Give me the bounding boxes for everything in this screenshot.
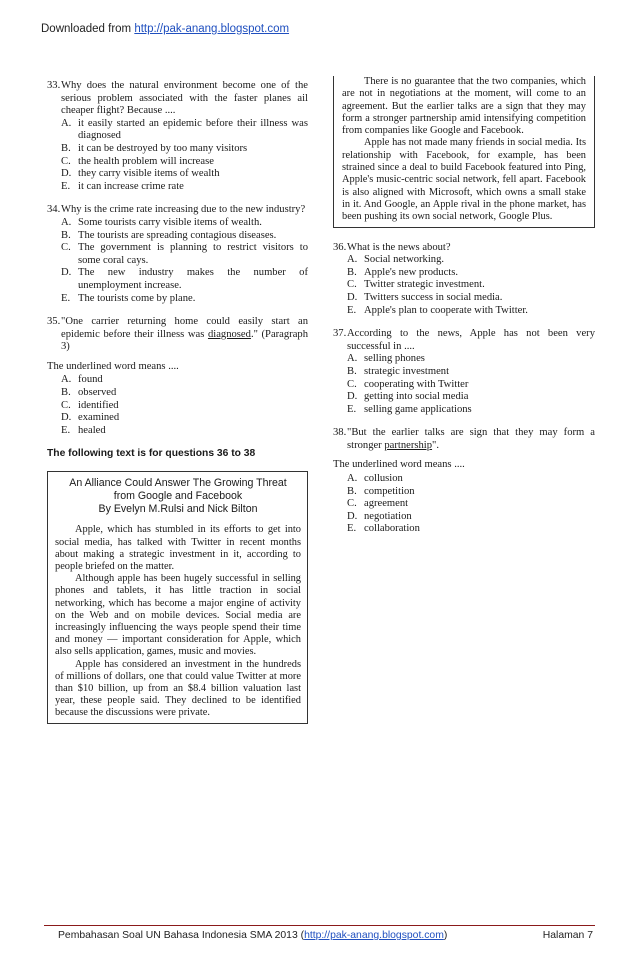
option-letter: E. (347, 304, 357, 316)
article-paragraph: Apple has not made many friends in social media. Its relationship with Facebook, for example, has been strained since a deal to build Facebook featured into Ping, Apple's music-centric social network, fell apart. Facebook is also aligned with Microsoft, which owns a small stake in it. And Google, an Apple rival in the phone market, has been pushing its own social network, Google Plus. (342, 137, 586, 223)
option-letter: A. (347, 254, 358, 266)
option-text: selling phones (364, 353, 425, 365)
answer-option (47, 156, 308, 169)
answer-option (47, 217, 308, 230)
option-text: cooperating with Twitter (364, 378, 469, 390)
option-letter: C. (61, 242, 71, 254)
option-text: Some tourists carry visible items of wealth. (78, 216, 262, 228)
answer-option (47, 387, 308, 400)
answer-option (333, 292, 595, 305)
answer-option (333, 379, 595, 392)
question-stem: Why does the natural environment become one of the serious problem associated with the faster planes ail cheaper flight? Because .... (61, 80, 308, 117)
option-text: strategic investment (364, 365, 450, 377)
option-text: the health problem will increase (78, 155, 214, 167)
option-letter: D. (61, 267, 72, 279)
question-number: 37. (333, 328, 347, 340)
question-stem: "One carrier returning home could easily start an epidemic before their illness was diagnosed." (Paragraph 3) (61, 316, 309, 353)
answer-option (47, 425, 308, 438)
option-text: it can be destroyed by too many visitors (78, 142, 248, 154)
download-header (41, 23, 289, 35)
answer-options (47, 217, 308, 305)
option-letter: A. (347, 353, 358, 365)
question-stem: According to the news, Apple has not been very successful in .... (347, 328, 595, 352)
question-number: 36. (333, 241, 347, 253)
answer-option (333, 511, 595, 524)
question-prompt: The underlined word means .... (47, 360, 179, 372)
option-text: it can increase crime rate (78, 180, 184, 192)
option-letter: A. (61, 216, 72, 228)
answer-options (47, 118, 308, 194)
header-link[interactable]: http://pak-anang.blogspot.com (134, 23, 290, 35)
option-letter: B. (61, 387, 71, 399)
option-text: The government is planning to restrict visitors to some coral cays. (78, 242, 308, 266)
question-35 (47, 316, 308, 437)
question-item (333, 242, 595, 318)
option-letter: E. (347, 523, 357, 535)
option-text: found (78, 374, 103, 386)
option-text: selling game applications (364, 403, 472, 415)
answer-option (47, 118, 308, 143)
option-letter: C. (347, 378, 357, 390)
answer-option (333, 353, 595, 366)
footer-divider (44, 925, 595, 926)
article-paragraph: Apple has considered an investment in the hundreds of millions of dollars, one that could value Twitter at more than $10 billion, up from an $8.4 billion valuation last year, these people said. They declined to be identified because the discussions were private. (55, 658, 301, 719)
answer-option (333, 486, 595, 499)
option-text: The tourists come by plane. (78, 292, 196, 304)
option-letter: B. (347, 365, 357, 377)
answer-option (333, 366, 595, 379)
option-text: they carry visible items of wealth (78, 168, 220, 180)
footer-link[interactable]: http://pak-anang.blogspot.com (304, 930, 444, 941)
answer-option (47, 412, 308, 425)
question-number: 33. (47, 80, 61, 91)
option-text: collaboration (364, 523, 420, 535)
question-item (47, 80, 308, 193)
option-letter: B. (347, 485, 357, 497)
option-letter: D. (61, 168, 72, 180)
question-number: 34. (47, 204, 61, 216)
answer-option (47, 168, 308, 181)
answer-option (333, 254, 595, 267)
option-letter: E. (347, 403, 357, 415)
answer-option (333, 267, 595, 280)
answer-option (333, 391, 595, 404)
left-questions (47, 80, 308, 305)
answer-option (333, 498, 595, 511)
option-letter: B. (61, 142, 71, 154)
page-footer (58, 930, 593, 941)
option-text: negotiation (364, 510, 412, 522)
answer-options (333, 353, 595, 416)
option-letter: D. (61, 412, 72, 424)
answer-options (47, 374, 308, 437)
option-text: Apple's plan to cooperate with Twitter. (364, 304, 528, 316)
answer-option (47, 374, 308, 387)
question-item (333, 328, 595, 416)
article-paragraph: Although apple has been hugely successful in selling phones and tablets, it has little traction in social networking, which has become a major engine of activity on the Web and on mobile devices. Social media are increasingly influencing the ways people spend their time and money — important consideration for Apple, which also sells application, games, music and movies. (55, 573, 301, 658)
page-number: Halaman 7 (542, 930, 593, 941)
option-text: it easily started an epidemic before their illness was diagnosed (78, 117, 308, 142)
answer-option (47, 400, 308, 413)
option-letter: E. (61, 292, 71, 304)
answer-option (333, 404, 595, 417)
question-prompt: The underlined word means .... (333, 459, 465, 471)
option-text: examined (78, 412, 120, 424)
option-letter: C. (347, 498, 357, 510)
option-letter: D. (347, 391, 358, 403)
option-text: identified (78, 399, 119, 411)
option-text: Social networking. (364, 254, 445, 266)
answer-option (47, 181, 308, 194)
option-text: Twitters success in social media. (364, 291, 503, 303)
option-letter: E. (61, 424, 71, 436)
article-title: An Alliance Could Answer The Growing Threat from Google and Facebook By Evelyn M.Rulsi and Nick Bilton (55, 477, 301, 515)
option-letter: C. (61, 399, 71, 411)
option-text: getting into social media (364, 391, 469, 403)
option-letter: B. (61, 229, 71, 241)
article-byline: By Evelyn M.Rulsi and Nick Bilton (98, 502, 258, 515)
question-stem: What is the news about? (347, 241, 451, 253)
left-column (47, 80, 308, 724)
section-heading: The following text is for questions 36 to 38 (47, 448, 256, 460)
question-38 (333, 427, 595, 536)
option-letter: A. (61, 117, 72, 129)
question-stem-row (47, 80, 308, 118)
option-letter: E. (61, 180, 71, 192)
option-text: observed (78, 387, 117, 399)
answer-option (47, 293, 308, 306)
option-letter: A. (347, 473, 358, 485)
option-letter: C. (61, 155, 71, 167)
header-prefix: Downloaded from (41, 23, 135, 35)
answer-option (47, 143, 308, 156)
option-text: agreement (364, 498, 409, 510)
answer-options (333, 473, 595, 536)
question-stem-row (47, 204, 308, 217)
answer-option (333, 473, 595, 486)
option-letter: D. (347, 510, 358, 522)
answer-option (47, 230, 308, 243)
footer-title: Pembahasan Soal UN Bahasa Indonesia SMA 2013 (http://pak-anang.blogspot.com) (58, 930, 448, 941)
answer-option (333, 523, 595, 536)
article-body (55, 524, 301, 719)
answer-options (333, 254, 595, 317)
option-text: Apple's new products. (364, 266, 458, 278)
option-letter: C. (347, 279, 357, 291)
option-letter: D. (347, 291, 358, 303)
option-text: competition (364, 485, 415, 497)
article-paragraph: There is no guarantee that the two companies, which are not in negotiations at the moment, will come to an agreement. But the earlier talks are a sign that they may form a stronger partnership amid intensifying competition from companies like Google and Facebook. (342, 76, 586, 137)
underlined-word: diagnosed (207, 328, 251, 340)
article-paragraph: Apple, which has stumbled in its efforts to get into social media, has talked with Twitter in recent months about making a strategic investment in it, according to people briefed on the matter. (55, 524, 301, 573)
option-text: healed (78, 424, 106, 436)
question-number: 38. (333, 427, 347, 439)
question-number: 35. (47, 316, 61, 328)
answer-option (47, 267, 308, 292)
option-text: Twitter strategic investment. (364, 279, 485, 291)
question-stem: Why is the crime rate increasing due to the new industry? (61, 204, 306, 216)
right-questions (333, 242, 595, 417)
option-text: collusion (364, 473, 403, 485)
answer-option (333, 305, 595, 318)
question-stem-row (333, 328, 595, 353)
right-column (333, 76, 595, 547)
article-box (47, 471, 308, 724)
underlined-word: partnership (384, 439, 433, 451)
option-text: The tourists are spreading contagious diseases. (78, 229, 277, 241)
question-stem-row (333, 242, 595, 255)
option-text: The new industry makes the number of unemployment increase. (78, 267, 308, 291)
article-continuation-box (333, 76, 595, 228)
option-letter: A. (61, 374, 72, 386)
answer-option (333, 279, 595, 292)
answer-option (47, 242, 308, 267)
question-item (47, 204, 308, 305)
question-stem: "But the earlier talks are sign that they may form a stronger partnership". (347, 427, 595, 451)
option-letter: B. (347, 266, 357, 278)
